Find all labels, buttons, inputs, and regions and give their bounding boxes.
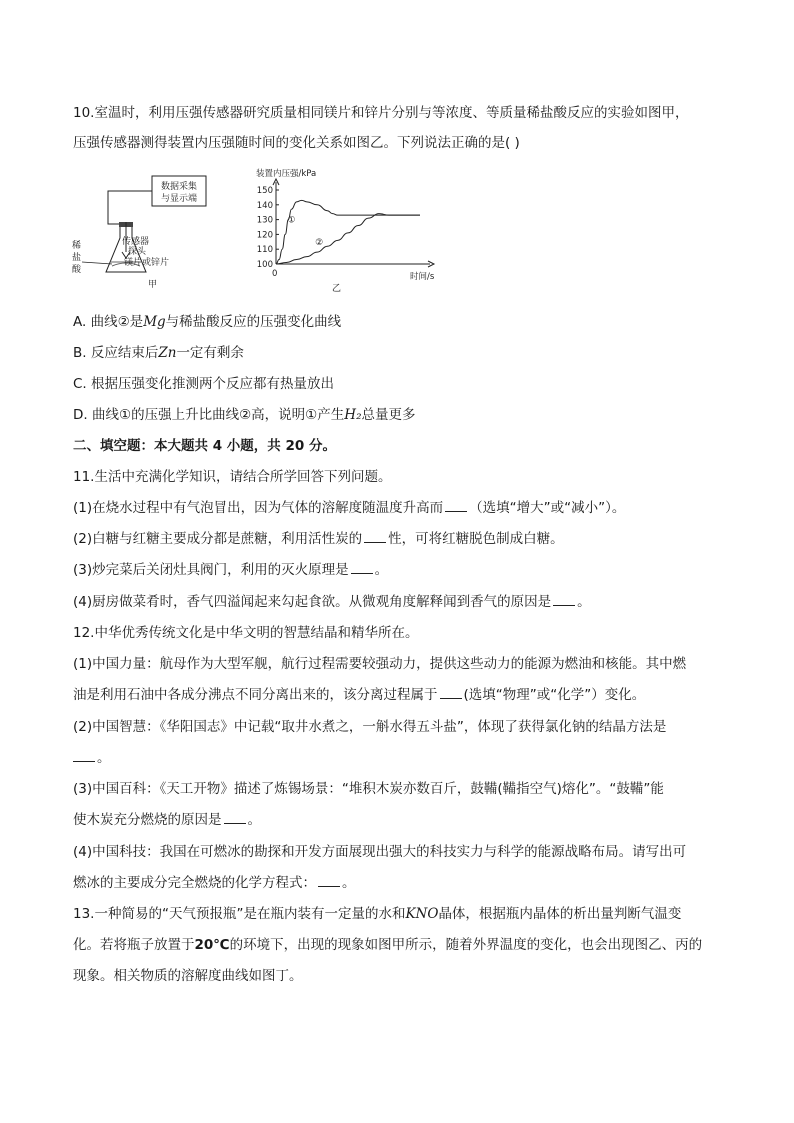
answer-blank[interactable]	[364, 530, 386, 543]
answer-blank[interactable]	[224, 811, 246, 824]
apparatus-figure	[68, 172, 218, 290]
q13-line2-a: 化。若将瓶子放置于	[73, 937, 195, 953]
y-tick-label: 130	[256, 215, 273, 226]
q12-part3-b: 。	[247, 812, 261, 828]
q11-part3-b: 。	[374, 562, 389, 578]
q12-part1-line1: (1)中国力量：航母作为大型军舰，航行过程需要较强动力，提供这些动力的能源为燃油和核能。其中燃	[73, 656, 687, 672]
option-d-pre: D. 曲线①的压强上升比曲线②高，说明①产生	[73, 407, 345, 423]
q11-part2-b: 性，可将红糖脱色制成白糖。	[388, 531, 564, 547]
pressure-chart	[250, 166, 446, 294]
q11-part1-b: （选填“增大”或“减小”）。	[469, 500, 626, 516]
x-axis-label: 时间/s	[410, 272, 435, 282]
acid-label-1: 稀	[72, 241, 82, 251]
q13-line1-b: 晶体，根据瓶内晶体的析出量判断气温变	[438, 906, 682, 922]
q11-stem: 11.生活中充满化学知识，请结合所学回答下列问题。	[73, 469, 392, 485]
q12-stem: 12.中华优秀传统文化是中华文明的智慧结晶和精华所在。	[73, 625, 419, 641]
answer-blank[interactable]	[351, 561, 373, 574]
option-a-post: 与稀盐酸反应的压强变化曲线	[165, 314, 342, 330]
answer-blank[interactable]	[553, 593, 575, 606]
option-b-pre: B. 反应结束后	[73, 345, 159, 361]
q12-part4-b: 。	[342, 875, 356, 891]
series-line-1	[276, 200, 420, 264]
y-tick-label: 120	[256, 230, 273, 241]
option-c[interactable]: C. 根据压强变化推测两个反应都有热量放出	[73, 376, 335, 392]
y-tick-label: 150	[256, 186, 273, 196]
q12-part1-b: (选填“物理”或“化学”）变化。	[463, 687, 646, 703]
q13-line2-b: 的环境下，出现的现象如图甲所示，随着外界温度的变化，也会出现图乙、丙的	[229, 937, 703, 953]
q13-formula: KNO	[405, 906, 439, 922]
q12-part1-line2	[73, 685, 645, 705]
q13-line1-a: 13.一种简易的“天气预报瓶”是在瓶内装有一定量的水和	[73, 906, 406, 922]
sensor-label: 传感器	[122, 237, 150, 247]
y-axis-label: 装置内压强/kPa	[256, 169, 317, 179]
option-d[interactable]	[73, 405, 415, 425]
figure-jia-caption: 甲	[148, 280, 158, 290]
q11-part1	[73, 498, 625, 518]
y-tick-label: 100	[256, 260, 273, 270]
answer-blank[interactable]	[440, 686, 462, 699]
option-b-post: 一定有剩余	[176, 345, 244, 361]
y-tick-label: 110	[256, 245, 273, 256]
acid-label-2: 盐	[72, 253, 82, 263]
q12-part2-line2	[73, 748, 111, 768]
q12-part4-line1: (4)中国科技：我国在可燃冰的勘探和开发方面展现出强大的科技实力与科学的能源战略布局。请写出可	[73, 844, 687, 860]
box-label-2: 与显示端	[160, 194, 198, 204]
q13-line1	[73, 904, 681, 924]
q11-part4-b: 。	[577, 594, 591, 610]
q11-part1-a: (1)在烧水过程中有气泡冒出，因为气体的溶解度随温度升高而	[73, 500, 444, 516]
figure-yi-caption: 乙	[332, 284, 342, 294]
q12-part4-a: 燃冰的主要成分完全燃烧的化学方程式：	[73, 875, 316, 891]
q11-part2	[73, 529, 564, 549]
q12-part3-line1: (3)中国百科：《天工开物》描述了炼锡场景：“堆积木炭亦数百斤，鼓鞴(鞴指空气)熔化”。“鼓鞴”能	[73, 781, 664, 797]
answer-blank[interactable]	[318, 874, 340, 887]
q11-part4	[73, 592, 591, 612]
q12-part2-line1: (2)中国智慧：《华阳国志》中记载“取井水煮之，一斛水得五斗盐”，体现了获得氯化钠的结晶方法是	[73, 719, 667, 735]
q13-temperature: 20℃	[194, 937, 230, 953]
option-b[interactable]	[73, 343, 244, 363]
q11-part2-a: (2)白糖与红糖主要成分都是蔗糖，利用活性炭的	[73, 531, 363, 547]
q11-part4-a: (4)厨房做菜肴时，香气四溢闻起来勾起食欲。从微观角度解释闻到香气的原因是	[73, 594, 552, 610]
q10-stem-line2: 压强传感器测得装置内压强随时间的变化关系如图乙。下列说法正确的是( )	[73, 135, 520, 151]
option-a-formula: Mg	[143, 314, 166, 330]
option-d-formula: H₂	[344, 407, 362, 423]
q12-part3-a: 使木炭充分燃烧的原因是	[73, 812, 222, 828]
metal-label: 镁片或锌片	[124, 258, 170, 268]
sensor-cable	[108, 191, 152, 224]
q12-part1-a: 油是利用石油中各成分沸点不同分离出来的，该分离过程属于	[73, 687, 438, 703]
y-tick-label: 140	[256, 200, 273, 211]
section-heading: 二、填空题：本大题共 4 小题，共 20 分。	[73, 438, 336, 454]
q12-part2-b: 。	[97, 750, 111, 766]
option-a-pre: A. 曲线②是	[73, 314, 144, 330]
q10-stem-line1: 10.室温时，利用压强传感器研究质量相同镁片和锌片分别与等浓度、等质量稀盐酸反应的实验如图甲，	[73, 105, 689, 121]
q11-part3-a: (3)炒完菜后关闭灶具阀门，利用的灭火原理是	[73, 562, 349, 578]
answer-blank[interactable]	[445, 499, 467, 512]
q11-part3	[73, 560, 388, 580]
x-origin-label: 0	[272, 269, 278, 279]
option-a[interactable]	[73, 312, 341, 332]
series-label-2: ②	[315, 237, 324, 248]
q12-part3-line2	[73, 810, 261, 830]
box-label-1: 数据采集	[160, 182, 198, 192]
q13-line3: 现象。相关物质的溶解度曲线如图丁。	[73, 968, 303, 984]
option-b-formula: Zn	[158, 345, 177, 361]
answer-blank[interactable]	[73, 749, 95, 762]
q13-line2	[73, 935, 702, 955]
probe-label: 探头	[128, 247, 147, 257]
q12-part4-line2	[73, 873, 356, 893]
option-d-post: 总量更多	[361, 407, 416, 423]
acid-label-3: 酸	[72, 265, 82, 275]
series-line-2	[276, 214, 420, 264]
series-label-1: ①	[287, 215, 296, 226]
